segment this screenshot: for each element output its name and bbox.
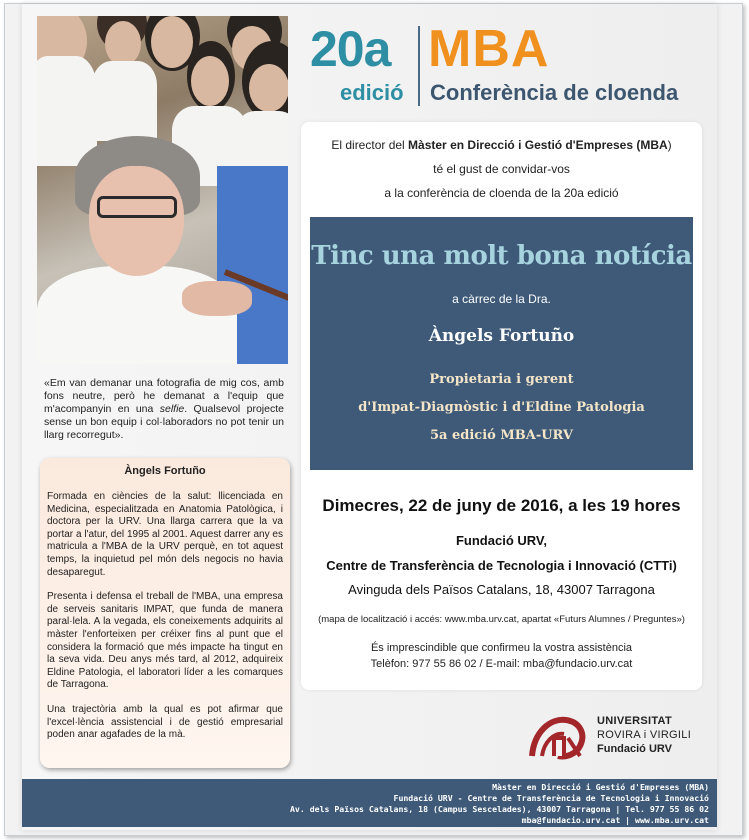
urv-logo-icon [528,712,588,762]
footer [22,779,717,827]
bio-title: Àngels Fortuño [124,465,206,477]
event-title: Conferència de cloenda [430,80,679,105]
urv-logo-text: UNIVERSITAT ROVIRA i VIRGILI Fundació URV [597,715,692,755]
invitation-line-2: té el gust de convidar-vos [433,162,570,176]
speaker-role-3: 5a edició MBA-URV [430,428,573,443]
footer-line-2: Fundació URV - Centre de Transferència de Tecnologia i Innovació [393,793,709,803]
invitation-line-3: a la conferència de cloenda de la 20a edició [384,186,619,200]
talk-by: a càrrec de la Dra. [452,292,551,306]
speaker-name: Àngels Fortuño [428,326,575,346]
footer-line-3: Av. dels Països Catalans, 18 (Campus Sescelades), 43007 Tarragona | Tel. 977 55 86 02 [290,804,709,814]
program-title: MBA [428,20,550,78]
rsvp-note: És imprescindible que confirmeu la vostra assistència [370,642,633,654]
talk-title: Tinc una molt bona notícia [311,241,692,271]
venue-name: Fundació URV, [455,533,548,548]
talk-box [310,217,693,470]
speaker-photo [37,16,288,364]
bio-box [40,458,290,768]
event-date: Dimecres, 22 de juny de 2016, a les 19 hores [322,496,681,515]
venue-address: Avinguda dels Països Catalans, 18, 43007 Tarragona [348,582,655,597]
contact-info: Telèfon: 977 55 86 02 / E-mail: mba@fundacio.urv.cat [370,658,633,670]
edition-word: edició [340,80,404,105]
bio-paragraph: Presenta i defensa el treball de l'MBA, una empresa de serveis sanitaris IMPAT, que funda de manera paral·lela. A la vegada, els coneixements adquirits al màster l'enforteixen per créixer fins al punt que el considera la formació que més impacte ha tingut en la seva vida. Deu anys més tard, al 2012, adquireix Eldine Patologia, el laboratori líder a les comarques de Tarragona. [47,591,283,691]
speaker-role-1: Propietaria i gerent [429,372,574,387]
speaker-role-2: d'Impat-Diagnòstic i d'Eldine Patologia [358,400,645,415]
footer-line-1: Màster en Direcció i Gestió d'Empreses (MBA) [492,782,709,792]
edition-number: 20a [310,21,391,77]
photo-caption: «Em van demanar una fotografia de mig cos, amb fons neutre, però he demanat a l'equip que m'acompanyin en una selfie. Qualsevol projecte sense un bon equip i col·laboradors no pot tenir un llarg recorregut». [44,377,284,441]
header-divider [418,26,420,106]
invitation-line-1: El director del Màster en Direcció i Gestió d'Empreses (MBA) [331,138,672,152]
venue-center: Centre de Transferència de Tecnologia i Innovació (CTTi) [326,558,677,573]
bio-paragraph: Una trajectòria amb la qual es pot afirmar que l'excel·lència assistencial i de gestió empresarial poden anar agafades de la mà. [47,703,283,741]
map-note: (mapa de localització i accés: www.mba.urv.cat, apartat «Futurs Alumnes / Preguntes») [318,614,685,625]
footer-line-4: mba@fundacio.urv.cat | www.mba.urv.cat [521,815,709,825]
bio-paragraph: Formada en ciències de la salut: llicenciada en Medicina, especialitzada en Anatomia Patològica, i doctora per la URV. Una llarga carrera que la va portar a l'atur, del 1995 al 2001. Aquest darrer any es matricula a l'MBA de la URV perquè, en tot aquest temps, la inquietud pel món dels negocis no havia desaparegut. [47,491,283,578]
glasses-icon [97,196,177,218]
